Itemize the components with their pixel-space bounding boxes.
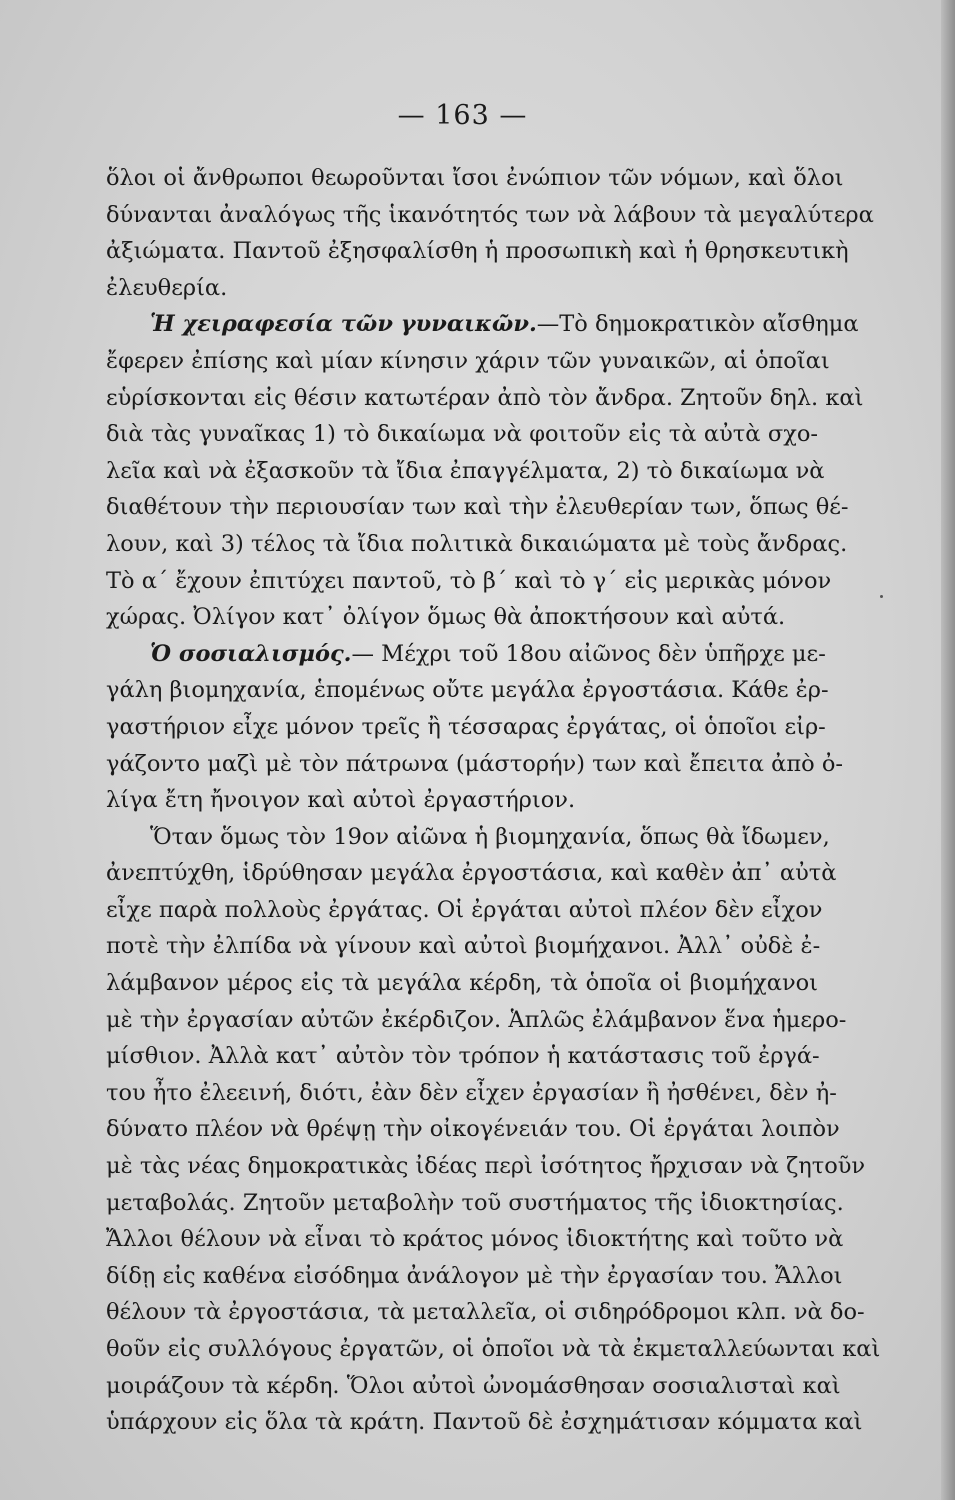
text-line: μοιράζουν τὰ κέρδη. Ὅλοι αὐτοὶ ὠνομάσθησαν σοσιαλισταὶ καὶ: [106, 1372, 841, 1399]
text-line: δύνατο πλέον νὰ θρέψῃ τὴν οἰκογένειάν του. Οἱ ἐργάται λοιπὸν: [106, 1116, 840, 1143]
page-edge-shadow: [941, 0, 955, 1500]
section-heading-socialism: Ὁ σοσιαλισμός.: [150, 640, 352, 667]
text-line: εἶχε παρὰ πολλοὺς ἐργάτας. Οἱ ἐργάται αὐτοὶ πλέον δὲν εἶχον: [106, 896, 823, 923]
text-line: του ἦτο ἐλεεινή, διότι, ἐὰν δὲν εἶχεν ἐργασίαν ἢ ἠσθένει, δὲν ἠ-: [106, 1079, 837, 1106]
text-fragment: — Μέχρι τοῦ 18ου αἰῶνος δὲν ὑπῆρχε με-: [351, 640, 826, 667]
text-line: λίγα ἔτη ἤνοιγον καὶ αὐτοὶ ἐργαστήριον.: [106, 787, 576, 814]
section-heading-line: [106, 306, 859, 343]
text-line: λουν, καὶ 3) τέλος τὰ ἴδια πολιτικὰ δικαιώματα μὲ τοὺς ἄνδρας.: [106, 530, 848, 557]
paper-speck: [880, 595, 883, 598]
text-line: Ἄλλοι θέλουν νὰ εἶναι τὸ κράτος μόνος ἰδιοκτήτης καὶ τοῦτο νὰ: [106, 1226, 844, 1253]
section-heading-line: [106, 636, 826, 673]
text-line: μὲ τὰς νέας δημοκρατικὰς ἰδέας περὶ ἰσότητος ἤρχισαν νὰ ζητοῦν: [106, 1153, 866, 1180]
section-heading-women: Ἡ χειραφεσία τῶν γυναικῶν.: [150, 311, 537, 338]
text-line: θοῦν εἰς συλλόγους ἐργατῶν, οἱ ὁποῖοι νὰ τὰ ἐκμεταλλεύωνται καὶ: [106, 1336, 881, 1362]
text-line: ποτὲ τὴν ἐλπίδα νὰ γίνουν καὶ αὐτοὶ βιομήχανοι. Ἀλλ᾿ οὐδὲ ἐ-: [106, 933, 821, 960]
text-line: λάμβανον μέρος εἰς τὰ μεγάλα κέρδη, τὰ ὁποῖα οἱ βιομήχανοι: [106, 970, 818, 997]
text-line: ἔφερεν ἐπίσης καὶ μίαν κίνησιν χάριν τῶν γυναικῶν, αἱ ὁποῖαι: [106, 347, 830, 374]
body-text: [106, 160, 881, 1441]
text-line: ὑπάρχουν εἰς ὅλα τὰ κράτη. Παντοῦ δὲ ἐσχημάτισαν κόμματα καὶ: [106, 1409, 863, 1436]
text-line: Τὸ α΄ ἔχουν ἐπιτύχει παντοῦ, τὸ β΄ καὶ τὸ γ΄ εἰς μερικὰς μόνον: [106, 567, 832, 594]
text-line: μὲ τὴν ἐργασίαν αὐτῶν ἐκέρδιζον. Ἁπλῶς ἐλάμβανον ἕνα ἡμερο-: [106, 1006, 847, 1033]
text-line: ἐλευθερία.: [106, 274, 228, 301]
text-line: Ὅταν ὅμως τὸν 19ον αἰῶνα ἡ βιομηχανία, ὅπως θὰ ἴδωμεν,: [150, 823, 830, 850]
text-line: χώρας. Ὀλίγον κατ᾿ ὀλίγον ὅμως θὰ ἀποκτήσουν καὶ αὐτά.: [106, 604, 786, 631]
text-line: διὰ τὰς γυναῖκας 1) τὸ δικαίωμα νὰ φοιτοῦν εἰς τὰ αὐτὰ σχο-: [106, 421, 818, 448]
text-line: γάλη βιομηχανία, ἑπομένως οὔτε μεγάλα ἐργοστάσια. Κάθε ἐρ-: [106, 677, 829, 704]
text-line: μεταβολάς. Ζητοῦν μεταβολὴν τοῦ συστήματος τῆς ἰδιοκτησίας.: [106, 1189, 844, 1216]
text-fragment: —Τὸ δημοκρατικὸν αἴσθημα: [536, 311, 859, 338]
text-line: διαθέτουν τὴν περιουσίαν των καὶ τὴν ἐλευθερίαν των, ὅπως θέ-: [106, 494, 849, 521]
text-line: γαστήριον εἶχε μόνον τρεῖς ἢ τέσσαρας ἐργάτας, οἱ ὁποῖοι εἰρ-: [106, 713, 826, 740]
text-line: ὅλοι οἱ ἄνθρωποι θεωροῦνται ἴσοι ἐνώπιον τῶν νόμων, καὶ ὅλοι: [106, 165, 844, 191]
text-line: ἀξιώματα. Παντοῦ ἐξησφαλίσθη ἡ προσωπικὴ καὶ ἡ θρησκευτικὴ: [106, 238, 849, 265]
text-line: ἀνεπτύχθη, ἱδρύθησαν μεγάλα ἐργοστάσια, καὶ καθὲν ἀπ᾿ αὐτὰ: [106, 860, 837, 887]
text-line: μίσθιον. Ἀλλὰ κατ᾿ αὐτὸν τὸν τρόπον ἡ κατάστασις τοῦ ἐργά-: [106, 1043, 820, 1070]
text-line: εὑρίσκονται εἰς θέσιν κατωτέραν ἀπὸ τὸν ἄνδρα. Ζητοῦν δηλ. καὶ: [106, 384, 864, 411]
text-line: γάζοντο μαζὶ μὲ τὸν πάτρωνα (μάστορήν) των καὶ ἔπειτα ἀπὸ ὀ-: [106, 750, 843, 777]
text-line: δύνανται ἀναλόγως τῆς ἱκανότητός των νὰ λάβουν τὰ μεγαλύτερα: [106, 201, 874, 228]
text-line: λεῖα καὶ νὰ ἐξασκοῦν τὰ ἴδια ἐπαγγέλματα, 2) τὸ δικαίωμα νὰ: [106, 457, 825, 484]
text-line: θέλουν τὰ ἐργοστάσια, τὰ μεταλλεῖα, οἱ σιδηρόδρομοι κλπ. νὰ δο-: [106, 1299, 865, 1326]
text-line: δίδῃ εἰς καθένα εἰσόδημα ἀνάλογον μὲ τὴν ἐργασίαν του. Ἄλλοι: [106, 1262, 843, 1289]
page-number: — 163 —: [397, 100, 528, 131]
